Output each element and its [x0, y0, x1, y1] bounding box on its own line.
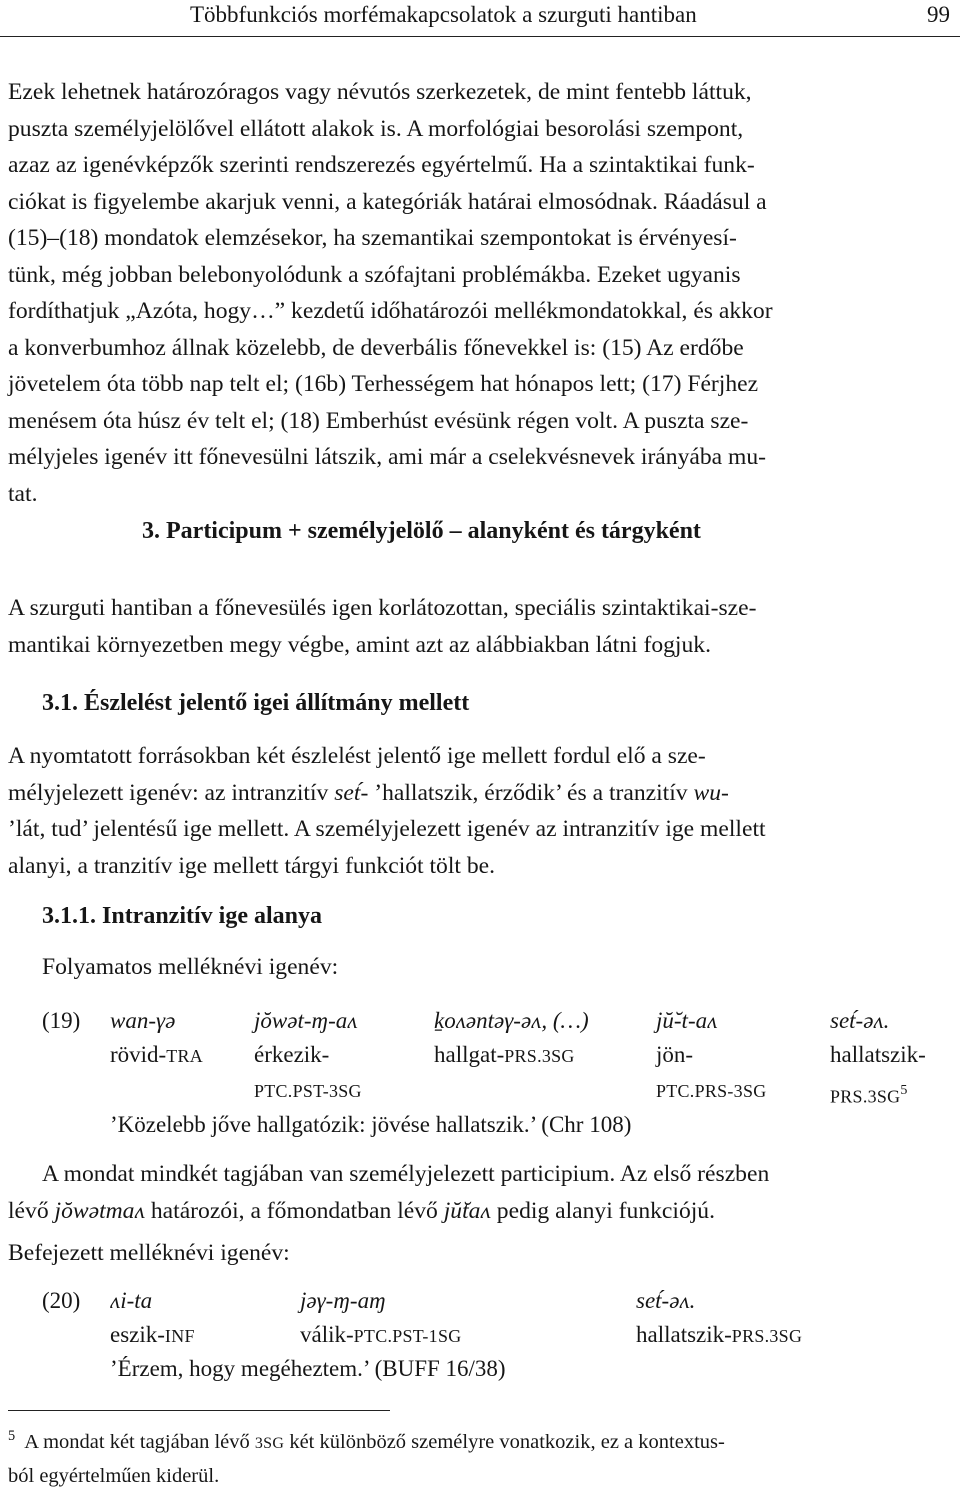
- paragraph-2: [8, 590, 952, 663]
- section-heading-3-1: 3.1. Észlelést jelentő igei állítmány mellett: [42, 690, 470, 716]
- gloss-morph: [830, 1038, 926, 1072]
- gloss-tag-line2: PTC.PST-3SG: [254, 1081, 362, 1101]
- paragraph-4: [8, 1156, 952, 1229]
- paragraph-3: [8, 738, 952, 884]
- footnote-separator: [8, 1410, 390, 1411]
- gloss-tag-line2: PTC.PRS-3SG: [656, 1081, 767, 1101]
- gloss-stem: válik-: [300, 1322, 354, 1347]
- gloss-morph: [636, 1318, 802, 1353]
- text-line: jövetelem óta több nap telt el; (16b) Terhességem hat hónapos lett; (17) Férjhez: [8, 371, 759, 397]
- page-number: 99: [927, 2, 950, 27]
- example-number: (19): [42, 1008, 81, 1033]
- gloss-tag: PRS.3SG: [504, 1046, 575, 1066]
- gloss-tag: PRS.3SG: [731, 1326, 803, 1346]
- gloss-morph: [110, 1318, 195, 1353]
- text-line: menésem óta húsz év telt el; (18) Emberhúst evésünk régen volt. A puszta sze-: [8, 407, 749, 434]
- text-run: ’hallatszik, érződik’ és a tranzitív: [368, 779, 694, 806]
- gloss-morph: [110, 1038, 203, 1073]
- text-run: határozói, a főmondatban lévő: [144, 1197, 444, 1224]
- gloss-word: set́-əʌ.: [636, 1288, 696, 1313]
- text-line: A szurguti hantiban a főnevesülés igen korlátozottan, speciális szintaktikai-sze-: [8, 595, 757, 621]
- text-run: mélyjelezett igenév: az intranzitív: [8, 779, 335, 806]
- gloss-stem: hallatszik-: [830, 1042, 926, 1067]
- section-heading-3-1-1: 3.1.1. Intranzitív ige alanya: [42, 903, 322, 929]
- subheading-perfect: Befejezett melléknévi igenév:: [8, 1240, 290, 1266]
- gloss-morph: [656, 1038, 693, 1072]
- section-heading-3: 3. Participum + személyjelölő – alanyként és tárgyként: [142, 518, 701, 544]
- italic-term: wu-: [693, 779, 729, 806]
- footnote-reference: 5: [900, 1083, 908, 1098]
- text-line: ciókat is figyelembe akarjuk venni, a kategóriák határai elmosódnak. Ráadásul a: [8, 188, 767, 215]
- text-run: pedig alanyi funkciójú.: [490, 1197, 715, 1224]
- text-line: puszta személyjelölővel ellátott alakok is. A morfológiai besorolási szempont,: [8, 115, 744, 142]
- free-translation: ’Érzem, hogy megéheztem.’ (BUFF 16/38): [110, 1356, 506, 1381]
- gloss-stem: hallgat-: [434, 1042, 505, 1067]
- text-line: mantikai környezetben megy végbe, amint azt az alábbiakban látni fogjuk.: [8, 631, 711, 658]
- gloss-stem: érkezik-: [254, 1042, 330, 1067]
- italic-term: jŏwətmaʌ: [54, 1197, 145, 1224]
- footnote-line: [8, 1420, 952, 1460]
- text-line: mélyjeles igenév itt főnevesülni látszik, ami már a cselekvésnevek irányába mu-: [8, 444, 767, 470]
- gloss-stem: hallatszik-: [636, 1322, 732, 1347]
- text-line: A nyomtatott forrásokban két észlelést jelentő ige mellett fordul elő a sze-: [8, 743, 706, 769]
- text-line: a konverbumhoz állnak közelebb, de deverbális főnevekkel is: (15) Az erdőbe: [8, 334, 744, 361]
- text-run: két különböző személyre vonatkozik, ez a kontextus-: [284, 1430, 725, 1453]
- gloss-word: ḵoʌəntəγ-əʌ, (…): [434, 1008, 589, 1033]
- gloss-word: ʌi-ta: [110, 1288, 153, 1313]
- gloss-word: jŏwət-ɱ-aʌ: [254, 1008, 358, 1033]
- text-line: alanyi, a tranzitív ige mellett tárgyi funkciót tölt be.: [8, 852, 496, 879]
- gloss-morph: [434, 1038, 575, 1073]
- gloss-tag: PRS.3SG: [830, 1086, 901, 1107]
- gloss-tag: INF: [164, 1326, 195, 1346]
- text-run: A mondat két tagjában lévő: [24, 1430, 255, 1453]
- text-line: tünk, még jobban belebonyolódunk a szófajtani problémákba. Ezeket ugyanis: [8, 261, 741, 288]
- gloss-morph: [300, 1318, 461, 1353]
- example-20: [0, 1284, 960, 1394]
- gloss-word: jŭ̆-t-aʌ: [656, 1008, 718, 1033]
- text-line: (15)–(18) mondatok elemzésekor, ha szemantikai szempontokat is érvényesí-: [8, 225, 737, 251]
- gloss-tag: 3SG: [254, 1434, 285, 1452]
- subheading-continuous: Folyamatos melléknévi igenév:: [42, 954, 339, 980]
- text-line: [8, 775, 952, 812]
- example-number: (20): [42, 1288, 81, 1313]
- example-19: [0, 1004, 960, 1144]
- running-header: [0, 0, 960, 37]
- gloss-stem: rövid-: [110, 1042, 167, 1067]
- text-line: fordíthatjuk „Azóta, hogy…” kezdetű időhatározói mellékmondatokkal, és akkor: [8, 298, 773, 324]
- gloss-morph: [254, 1038, 329, 1072]
- footnote-mark: 5: [8, 1428, 16, 1444]
- paragraph-1: [8, 74, 952, 512]
- text-line: ’lát, tud’ jelentésű ige mellett. A személyjelezett igenév az intranzitív ige mellett: [8, 816, 766, 842]
- gloss-word: jəγ-ɱ-aɱ: [300, 1288, 386, 1313]
- gloss-word: wan-γə: [110, 1008, 176, 1033]
- text-line: [8, 1193, 952, 1230]
- text-line: A mondat mindkét tagjában van személyjelezett participium. Az első részben: [42, 1161, 770, 1187]
- gloss-stem: jön-: [656, 1042, 694, 1067]
- italic-term: jŭ̆taʌ: [443, 1197, 491, 1224]
- gloss-stem: eszik-: [110, 1322, 165, 1347]
- free-translation: ’Közelebb jőve hallgatózik: jövése hallatszik.’ (Chr 108): [110, 1112, 632, 1137]
- italic-term: set́-: [334, 779, 369, 806]
- gloss-tag: TRA: [166, 1046, 203, 1066]
- footnote-5: [8, 1420, 952, 1492]
- gloss-tag: PTC.PST-1SG: [353, 1326, 462, 1346]
- footnote-line: ból egyértelműen kiderül.: [8, 1464, 220, 1487]
- text-line: azaz az igenévképzők szerinti rendszerezés egyértelmű. Ha a szintaktikai funk-: [8, 152, 755, 178]
- text-line: tat.: [8, 480, 38, 507]
- running-title: Többfunkciós morfémakapcsolatok a szurguti hantiban: [190, 2, 697, 27]
- text-line: Ezek lehetnek határozóragos vagy névutós szerkezetek, de mint fentebb láttuk,: [8, 79, 752, 105]
- gloss-tag-line2: [830, 1074, 907, 1114]
- gloss-word: set́-əʌ.: [830, 1008, 890, 1033]
- text-run: lévő: [8, 1197, 55, 1224]
